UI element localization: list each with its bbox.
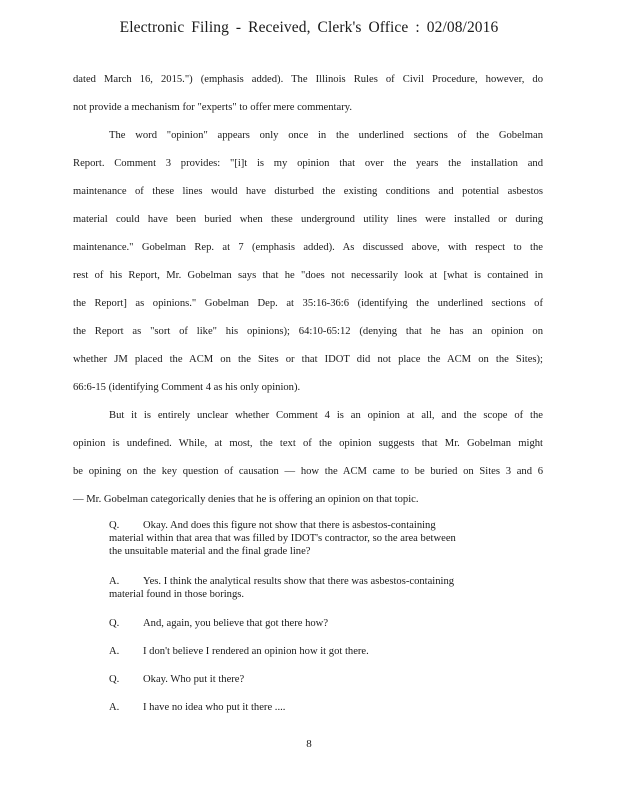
body-line: not provide a mechanism for "experts" to offer mere commentary. [73, 102, 352, 113]
transcript-question [109, 519, 436, 532]
body-line: maintenance." Gobelman Rep. at 7 (emphasis added). As discussed above, with respect to the [73, 242, 543, 253]
filing-header: Electronic Filing - Received, Clerk's Office : 02/08/2016 [119, 19, 499, 36]
body-line: whether JM placed the ACM on the Sites or that IDOT did not place the ACM on the Sites); [73, 354, 543, 365]
transcript-text: And, again, you believe that got there how? [143, 618, 329, 629]
transcript-tag: A. [109, 702, 120, 713]
transcript-answer [109, 575, 454, 588]
transcript-question [109, 617, 328, 630]
page-number: 8 [306, 738, 312, 750]
body-line: The word "opinion" appears only once in the underlined sections of the Gobelman [109, 130, 543, 141]
body-line: But it is entirely unclear whether Comment 4 is an opinion at all, and the scope of the [109, 410, 543, 421]
transcript-text: Okay. Who put it there? [143, 674, 245, 685]
transcript-question [109, 673, 244, 686]
transcript-tag: A. [109, 576, 120, 587]
transcript-tag: Q. [109, 618, 120, 629]
body-line: the Report as "sort of like" his opinions); 64:10-65:12 (denying that he has an opinion on [73, 326, 543, 337]
body-line: material could have been buried when these underground utility lines were installed or during [73, 214, 543, 225]
body-line: rest of his Report, Mr. Gobelman says that he "does not necessarily look at [what is contained in [73, 270, 543, 281]
transcript-tag: Q. [109, 520, 120, 531]
body-line: — Mr. Gobelman categorically denies that he is offering an opinion on that topic. [73, 494, 419, 505]
transcript-tag: Q. [109, 674, 120, 685]
transcript-continuation: material found in those borings. [109, 589, 245, 600]
body-line: be opining on the key question of causation — how the ACM came to be buried on Sites 3 and 6 [73, 466, 543, 477]
body-line: maintenance of these lines would have disturbed the existing conditions and potential asbestos [73, 186, 543, 197]
transcript-text: Okay. And does this figure not show that there is asbestos-containing [143, 520, 436, 531]
transcript-answer [109, 701, 285, 714]
transcript-answer [109, 645, 369, 658]
transcript-continuation: material within that area that was filled by IDOT's contractor, so the area between [109, 533, 456, 544]
transcript-tag: A. [109, 646, 120, 657]
transcript-text: I have no idea who put it there .... [143, 702, 286, 713]
body-line: 66:6-15 (identifying Comment 4 as his only opinion). [73, 382, 301, 393]
body-line: dated March 16, 2015.") (emphasis added). The Illinois Rules of Civil Procedure, however, do [73, 74, 543, 85]
body-line: the Report] as opinions." Gobelman Dep. at 35:16-36:6 (identifying the underlined sections of [73, 298, 543, 309]
transcript-text: I don't believe I rendered an opinion how it got there. [143, 646, 369, 657]
transcript-text: Yes. I think the analytical results show that there was asbestos-containing [143, 576, 455, 587]
body-line: Report. Comment 3 provides: "[i]t is my opinion that over the years the installation and [73, 158, 543, 169]
body-line: opinion is undefined. While, at most, the text of the opinion suggests that Mr. Gobelman might [73, 438, 543, 449]
transcript-continuation: the unsuitable material and the final grade line? [109, 546, 311, 557]
